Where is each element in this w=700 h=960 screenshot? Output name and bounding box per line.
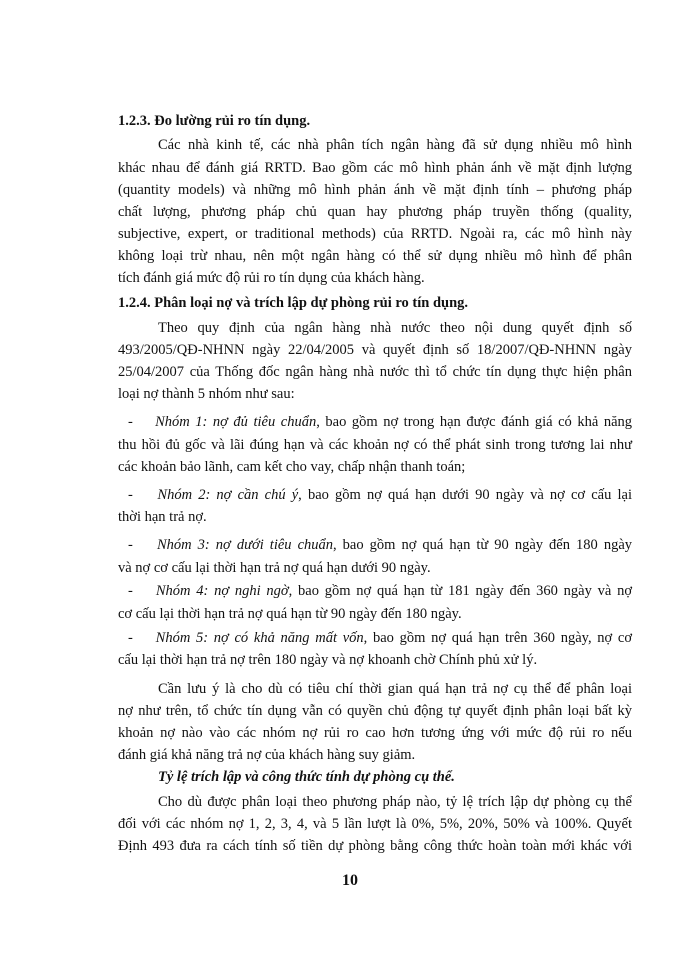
group-name: Nhóm 3: nợ dưới tiêu chuẩn — [157, 537, 334, 554]
list-dash: - — [128, 583, 133, 600]
list-dash: - — [128, 414, 133, 431]
paragraph-line: 493/2005/QĐ-NHNN ngày 22/04/2005 và quyết định số 18/2007/QĐ-NHNN ngày — [118, 341, 632, 358]
paragraph-line: khoản nợ nào vào các nhóm nợ rủi ro cao hơn tương ứng với mức độ rủi ro nếu — [118, 725, 632, 742]
paragraph-line: cơ cấu lại thời hạn trả nợ quá hạn từ 90 ngày đến 180 ngày. — [118, 605, 462, 622]
loan-group-3 — [128, 535, 632, 555]
group-name: Nhóm 2: nợ cần chú ý — [157, 487, 299, 503]
subheading-provision-rate: Tỷ lệ trích lập và công thức tính dự phòng cụ thể. — [158, 769, 455, 786]
paragraph-line: thu hồi đủ gốc và lãi đúng hạn và các khoản nợ có thể phát sinh trong tương lai như — [118, 436, 632, 453]
paragraph-line: nợ như trên, tổ chức tín dụng vẫn có quyền chủ động tự quyết định phân loại bất kỳ — [118, 702, 632, 719]
paragraph-line: và nợ cơ cấu lại thời hạn trả nợ quá hạn dưới 90 ngày. — [118, 559, 431, 576]
paragraph-line: cấu lại thời hạn trả nợ trên 180 ngày và nợ khoanh chờ Chính phủ xử lý. — [118, 651, 538, 668]
group-description: , bao gồm nợ quá hạn từ 90 ngày đến 180 ngày — [333, 537, 633, 554]
loan-group-2 — [128, 485, 632, 505]
paragraph-line: không loại trừ nhau, nên một ngân hàng có thể sử dụng nhiều mô hình để phân — [118, 248, 632, 265]
paragraph-line: Cần lưu ý là cho dù có tiêu chí thời gian quá hạn trả nợ cụ thể để phân loại — [158, 680, 632, 697]
section-heading-1-2-4: 1.2.4. Phân loại nợ và trích lập dự phòng rủi ro tín dụng. — [118, 294, 469, 311]
page-number: 10 — [342, 872, 358, 890]
paragraph-line: đối với các nhóm nợ 1, 2, 3, 4, và 5 lần lượt là 0%, 5%, 20%, 50% và 100%. Quyết — [118, 816, 632, 833]
paragraph-line: chất lượng, phương pháp chủ quan hay phương pháp truyền thống (quality, — [118, 203, 632, 220]
group-description: , bao gồm nợ quá hạn trên 360 ngày, nợ cơ — [363, 629, 633, 646]
list-dash: - — [128, 629, 133, 646]
group-description: , bao gồm nợ quá hạn từ 181 ngày đến 360 ngày và nợ — [288, 583, 632, 600]
paragraph-line: đánh giá khả năng trả nợ của khách hàng suy giảm. — [118, 747, 416, 764]
paragraph-line: Theo quy định của ngân hàng nhà nước theo nội dung quyết định số — [158, 319, 632, 336]
paragraph-line: tích đánh giá mức độ rủi ro tín dụng của khách hàng. — [118, 270, 425, 287]
paragraph-line: subjective, expert, or traditional methods) của RRTD. Ngoài ra, các mô hình này — [118, 225, 632, 242]
group-name: Nhóm 1: nợ đủ tiêu chuẩn — [155, 414, 317, 431]
loan-group-5 — [128, 628, 632, 648]
group-name: Nhóm 4: nợ nghi ngờ — [155, 583, 289, 600]
paragraph-line: Cho dù được phân loại theo phương pháp nào, tỷ lệ trích lập dự phòng cụ thể — [158, 794, 632, 811]
list-dash: - — [128, 537, 133, 554]
paragraph-line: loại nợ thành 5 nhóm như sau: — [118, 386, 295, 403]
loan-group-4 — [128, 581, 632, 601]
paragraph-line: Định 493 đưa ra cách tính số tiền dự phòng bằng công thức hoàn toàn mới khác với — [118, 838, 632, 855]
paragraph-line: các khoản bảo lãnh, cam kết cho vay, chấp nhận thanh toán; — [118, 458, 466, 475]
section-heading-1-2-3: 1.2.3. Đo lường rủi ro tín dụng. — [118, 112, 311, 129]
paragraph-line: (quantity models) và những mô hình phản ánh về mặt định tính – phương pháp — [118, 181, 632, 198]
paragraph-line: Các nhà kinh tế, các nhà phân tích ngân hàng đã sử dụng nhiều mô hình — [158, 137, 632, 154]
group-description: , bao gồm nợ trong hạn được đánh giá có khả năng — [316, 414, 633, 431]
paragraph-line: 25/04/2007 của Thống đốc ngân hàng nhà nước thì tổ chức tín dụng thực hiện phân — [118, 364, 632, 380]
group-description: , bao gồm nợ quá hạn dưới 90 ngày và nợ cơ cấu lại — [298, 487, 632, 503]
paragraph-line: khác nhau để đánh giá RRTD. Bao gồm các mô hình phản ánh về mặt định lượng — [118, 159, 632, 176]
loan-group-1 — [128, 412, 632, 432]
list-dash: - — [128, 487, 133, 503]
group-name: Nhóm 5: nợ có khả năng mất vốn — [155, 629, 364, 646]
paragraph-line: thời hạn trả nợ. — [118, 509, 207, 526]
